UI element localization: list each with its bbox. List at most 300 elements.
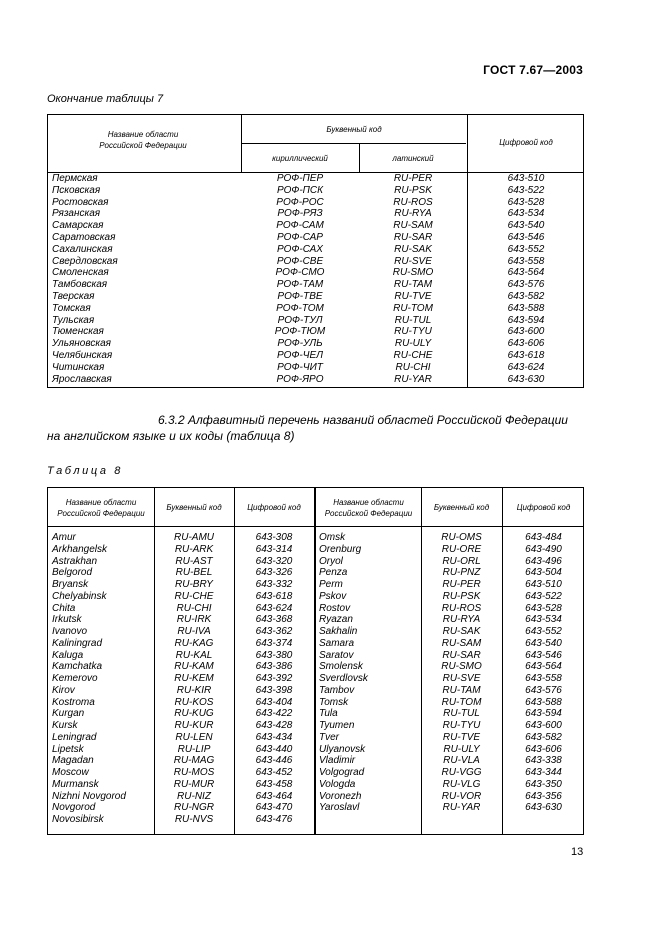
table-row <box>48 374 583 386</box>
letter-code: RU-LEN <box>175 731 213 743</box>
digital-code: 643-540 <box>507 220 545 232</box>
region-name: Leningrad <box>52 731 97 743</box>
region-name: Nizhni Novgorod <box>52 790 126 802</box>
cyrillic-code: РОФ-ЯРО <box>276 373 324 385</box>
region-name: Vologda <box>319 778 356 790</box>
latin-code: RU-PER <box>393 173 433 184</box>
letter-code: RU-SAK <box>442 626 481 637</box>
region-name: Voronezh <box>319 790 362 802</box>
table7-header-cyrillic: кириллический <box>272 154 328 163</box>
table-row <box>315 720 585 732</box>
table7-header-latin: латинский <box>392 154 434 163</box>
region-name: Murmansk <box>52 778 99 790</box>
table-row <box>48 544 314 556</box>
table-row <box>48 303 583 315</box>
table-row <box>315 767 585 779</box>
letter-code: RU-BRY <box>175 579 213 590</box>
digital-code: 643-452 <box>255 767 293 778</box>
digital-code: 643-484 <box>525 532 562 543</box>
table8-left-body <box>48 532 314 826</box>
region-name: Tambov <box>319 684 355 696</box>
cyrillic-code: РОФ-ЧИТ <box>277 361 323 373</box>
letter-code: RU-TOM <box>441 696 482 708</box>
digital-code: 643-368 <box>255 614 293 626</box>
latin-code: RU-CHI <box>395 361 431 373</box>
digital-code: 643-510 <box>525 579 562 590</box>
region-name: Oryol <box>319 555 343 567</box>
table8-right-body <box>315 532 585 814</box>
region-name: Kurgan <box>52 708 85 720</box>
latin-code: RU-SAR <box>393 231 433 243</box>
digital-code: 643-332 <box>255 579 293 590</box>
digital-code: 643-522 <box>525 590 562 602</box>
digital-code: 643-308 <box>255 532 293 543</box>
latin-code: RU-TYU <box>394 326 432 338</box>
letter-code: RU-TYU <box>442 720 481 731</box>
table-row <box>48 708 314 720</box>
letter-code: RU-NVS <box>174 814 214 825</box>
letter-code: RU-KOS <box>174 696 214 708</box>
digital-code: 643-422 <box>255 708 293 720</box>
letter-code: RU-IVA <box>177 626 211 637</box>
table-row <box>48 732 314 744</box>
region-name: Novosibirsk <box>52 814 104 825</box>
table-row <box>48 802 314 814</box>
table-row <box>48 244 583 256</box>
table-row <box>48 591 314 603</box>
cyrillic-code: РОФ-ПСК <box>276 184 324 196</box>
region-name: Omsk <box>319 532 346 543</box>
table-row <box>48 744 314 756</box>
letter-code: RU-YAR <box>442 802 481 814</box>
digital-code: 643-458 <box>255 778 293 790</box>
digital-code: 643-326 <box>255 567 293 579</box>
letter-code: RU-PNZ <box>442 567 481 579</box>
digital-code: 643-624 <box>255 602 293 614</box>
table-row <box>315 556 585 568</box>
table-row <box>48 315 583 327</box>
region-name: Lipetsk <box>52 743 84 755</box>
latin-code: RU-TOM <box>393 302 433 314</box>
region-name: Томская <box>52 302 91 314</box>
table-row <box>315 567 585 579</box>
cyrillic-code: РОФ-СМО <box>275 267 325 279</box>
latin-code: RU-CHE <box>393 349 433 361</box>
latin-code: RU-SAM <box>393 220 433 232</box>
letter-code: RU-NIZ <box>177 790 211 802</box>
region-name: Ульяновская <box>52 338 111 350</box>
letter-code: RU-CHE <box>174 590 214 602</box>
digital-code: 643-320 <box>255 555 293 567</box>
region-name: Irkutsk <box>52 614 82 626</box>
letter-code: RU-AMU <box>174 532 214 543</box>
letter-code: RU-IRK <box>176 614 212 626</box>
region-name: Amur <box>52 532 76 543</box>
table-row <box>48 279 583 291</box>
region-name: Тюменская <box>52 326 104 338</box>
digital-code: 643-594 <box>507 314 545 326</box>
letter-code: RU-TVE <box>442 731 481 743</box>
table-row <box>315 544 585 556</box>
letter-code: RU-PSK <box>442 590 481 602</box>
table-row <box>315 732 585 744</box>
region-name: Sakhalin <box>319 626 358 637</box>
digital-code: 643-582 <box>507 290 545 302</box>
letter-code: RU-KEM <box>174 673 214 684</box>
cyrillic-code: РОФ-ЧЕЛ <box>277 349 323 361</box>
table-row <box>48 291 583 303</box>
latin-code: RU-ROS <box>393 196 433 208</box>
latin-code: RU-PSK <box>394 184 432 196</box>
table-row <box>315 802 585 814</box>
digital-code: 643-606 <box>507 338 545 350</box>
letter-code: RU-ORE <box>441 543 482 555</box>
letter-code: RU-KAL <box>175 649 213 661</box>
table8-header-letter-code-right: Буквенный код <box>433 503 490 512</box>
region-name: Tver <box>319 731 339 743</box>
cyrillic-code: РОФ-РЯЗ <box>277 208 323 220</box>
digital-code: 643-528 <box>507 196 545 208</box>
region-name: Orenburg <box>319 543 362 555</box>
digital-code: 643-540 <box>525 637 562 649</box>
digital-code: 643-534 <box>507 208 545 220</box>
table-row <box>48 208 583 220</box>
letter-code: RU-ARK <box>174 543 214 555</box>
letter-code: RU-OMS <box>441 532 482 543</box>
latin-code: RU-SAK <box>394 243 432 255</box>
region-name: Bryansk <box>52 579 89 590</box>
table-row <box>48 650 314 662</box>
latin-code: RU-ULY <box>394 338 432 350</box>
table-row <box>48 767 314 779</box>
table-row <box>48 814 314 826</box>
digital-code: 643-386 <box>255 661 293 673</box>
letter-code: RU-RYA <box>442 614 481 626</box>
cyrillic-code: РОФ-ТВЕ <box>277 290 323 302</box>
table-row <box>48 267 583 279</box>
table-row <box>48 220 583 232</box>
digital-code: 643-496 <box>525 555 562 567</box>
digital-code: 643-374 <box>255 637 293 649</box>
letter-code: RU-KAM <box>174 661 214 673</box>
region-name: Pskov <box>319 590 347 602</box>
latin-code: RU-SVE <box>394 255 432 267</box>
region-name: Astrakhan <box>52 555 98 567</box>
region-name: Belgorod <box>52 567 93 579</box>
region-name: Perm <box>319 579 343 590</box>
table-row <box>48 350 583 362</box>
letter-code: RU-PER <box>442 579 481 590</box>
digital-code: 643-362 <box>255 626 293 637</box>
digital-code: 643-434 <box>255 731 293 743</box>
table7-header-region: Название области Российской Федерации <box>99 130 187 150</box>
region-name: Arkhangelsk <box>52 543 108 555</box>
digital-code: 643-588 <box>525 696 562 708</box>
digital-code: 643-552 <box>525 626 562 637</box>
table-row <box>315 532 585 544</box>
table-row <box>315 614 585 626</box>
table-row <box>48 779 314 791</box>
region-name: Ростовская <box>52 196 109 208</box>
digital-code: 643-588 <box>507 302 545 314</box>
region-name: Ivanovo <box>52 626 88 637</box>
letter-code: RU-TUL <box>443 708 480 720</box>
digital-code: 643-314 <box>255 543 293 555</box>
letter-code: RU-KUG <box>174 708 214 720</box>
region-name: Saratov <box>319 649 354 661</box>
digital-code: 643-558 <box>525 673 562 684</box>
letter-code: RU-KIR <box>176 684 212 696</box>
region-name: Chita <box>52 602 76 614</box>
letter-code: RU-NGR <box>174 802 214 814</box>
letter-code: RU-ROS <box>441 602 482 614</box>
table-row <box>315 591 585 603</box>
region-name: Chelyabinsk <box>52 590 107 602</box>
digital-code: 643-576 <box>525 684 562 696</box>
table-row <box>315 685 585 697</box>
region-name: Сахалинская <box>52 243 113 255</box>
latin-code: RU-TVE <box>394 290 432 302</box>
letter-code: RU-MAG <box>173 755 215 767</box>
table7-divider <box>241 143 466 144</box>
digital-code: 643-552 <box>507 243 545 255</box>
cyrillic-code: РОФ-УЛЬ <box>277 338 323 350</box>
latin-code: RU-SMO <box>392 267 434 279</box>
table-row <box>48 638 314 650</box>
digital-code: 643-576 <box>507 279 545 291</box>
table-row <box>48 720 314 732</box>
letter-code: RU-VGG <box>441 767 482 778</box>
digital-code: 643-594 <box>525 708 562 720</box>
digital-code: 643-564 <box>507 267 545 279</box>
table7-body <box>48 173 583 385</box>
cyrillic-code: РОФ-СВЕ <box>276 255 324 267</box>
region-name: Челябинская <box>52 349 113 361</box>
digital-code: 643-582 <box>525 731 562 743</box>
region-name: Rostov <box>319 602 351 614</box>
digital-code: 643-630 <box>525 802 562 814</box>
table8-header-region-left: Название области Российской Федерации <box>57 498 145 518</box>
region-name: Smolensk <box>319 661 363 673</box>
region-name: Пермская <box>52 173 98 184</box>
table-row <box>48 567 314 579</box>
region-name: Тульская <box>52 314 95 326</box>
digital-code: 643-440 <box>255 743 293 755</box>
region-name: Псковская <box>52 184 101 196</box>
table-row <box>48 532 314 544</box>
region-name: Самарская <box>52 220 104 232</box>
table-row <box>48 685 314 697</box>
region-name: Тамбовская <box>52 279 108 291</box>
region-name: Yaroslavl <box>319 802 360 814</box>
digital-code: 643-546 <box>525 649 562 661</box>
letter-code: RU-AST <box>175 555 213 567</box>
digital-code: 643-428 <box>255 720 293 731</box>
table-row <box>48 185 583 197</box>
table-row <box>48 661 314 673</box>
table-row <box>48 603 314 615</box>
region-name: Читинская <box>52 361 105 373</box>
cyrillic-code: РОФ-ПЕР <box>276 173 324 184</box>
digital-code: 643-522 <box>507 184 545 196</box>
region-name: Смоленская <box>52 267 109 279</box>
region-name: Kemerovo <box>52 673 98 684</box>
region-name: Kursk <box>52 720 78 731</box>
region-name: Novgorod <box>52 802 96 814</box>
table-row <box>48 173 583 185</box>
table-row <box>48 579 314 591</box>
digital-code: 643-464 <box>255 790 293 802</box>
table8-caption: Таблица 8 <box>47 465 123 477</box>
table-row <box>315 697 585 709</box>
digital-code: 643-380 <box>255 649 293 661</box>
region-name: Ryazan <box>319 614 353 626</box>
digital-code: 643-558 <box>507 255 545 267</box>
latin-code: RU-RYA <box>394 208 432 220</box>
table7-caption: Окончание таблицы 7 <box>47 93 164 105</box>
table-row <box>315 638 585 650</box>
table-row <box>48 556 314 568</box>
digital-code: 643-490 <box>525 543 562 555</box>
digital-code: 643-564 <box>525 661 562 673</box>
letter-code: RU-MUR <box>173 778 215 790</box>
region-name: Samara <box>319 637 355 649</box>
digital-code: 643-404 <box>255 696 293 708</box>
table-row <box>48 197 583 209</box>
region-name: Kaluga <box>52 649 84 661</box>
digital-code: 643-606 <box>525 743 562 755</box>
digital-code: 643-476 <box>255 814 293 825</box>
table7 <box>47 114 584 388</box>
cyrillic-code: РОФ-ТОМ <box>276 302 324 314</box>
region-name: Свердловская <box>52 255 118 267</box>
table-row <box>315 744 585 756</box>
cyrillic-code: РОФ-САР <box>277 231 323 243</box>
letter-code: RU-ULY <box>443 743 480 755</box>
region-name: Tomsk <box>319 696 349 708</box>
table-row <box>315 579 585 591</box>
table-row <box>48 614 314 626</box>
digital-code: 643-624 <box>507 361 545 373</box>
region-name: Penza <box>319 567 348 579</box>
digital-code: 643-344 <box>525 767 562 778</box>
table-row <box>48 256 583 268</box>
letter-code: RU-KUR <box>174 720 214 731</box>
cyrillic-code: РОФ-ТУЛ <box>277 314 323 326</box>
region-name: Kaliningrad <box>52 637 103 649</box>
letter-code: RU-TAM <box>442 684 481 696</box>
cyrillic-code: РОФ-САМ <box>276 220 324 232</box>
letter-code: RU-CHI <box>176 602 212 614</box>
region-name: Magadan <box>52 755 94 767</box>
section-paragraph: 6.3.2 Алфавитный перечень названий областей Российской Федерации на английском языке и их коды (таблица 8) <box>47 413 568 443</box>
region-name: Тверская <box>52 290 95 302</box>
table-row <box>48 673 314 685</box>
digital-code: 643-356 <box>525 790 562 802</box>
digital-code: 643-618 <box>507 349 545 361</box>
letter-code: RU-ORL <box>442 555 481 567</box>
region-name: Tula <box>319 708 338 720</box>
region-name: Kirov <box>52 684 75 696</box>
table7-header-letter-code: Буквенный код <box>326 125 382 134</box>
region-name: Саратовская <box>52 231 116 243</box>
table8 <box>47 487 584 835</box>
digital-code: 643-534 <box>525 614 562 626</box>
letter-code: RU-BEL <box>175 567 213 579</box>
digital-code: 643-618 <box>255 590 293 602</box>
table-row <box>315 650 585 662</box>
latin-code: RU-YAR <box>394 373 432 385</box>
digital-code: 643-350 <box>525 778 562 790</box>
table-row <box>48 326 583 338</box>
region-name: Ulyanovsk <box>319 743 366 755</box>
digital-code: 643-338 <box>525 755 562 767</box>
letter-code: RU-SMO <box>441 661 482 673</box>
cyrillic-code: РОФ-РОС <box>276 196 324 208</box>
table-row <box>48 232 583 244</box>
region-name: Рязанская <box>52 208 101 220</box>
table-row <box>315 779 585 791</box>
region-name: Volgograd <box>319 767 365 778</box>
table-row <box>315 791 585 803</box>
table-row <box>315 603 585 615</box>
table-row <box>315 626 585 638</box>
digital-code: 643-600 <box>525 720 562 731</box>
region-name: Kamchatka <box>52 661 103 673</box>
table-row <box>315 708 585 720</box>
table-row <box>315 661 585 673</box>
letter-code: RU-LIP <box>177 743 211 755</box>
digital-code: 643-470 <box>255 802 293 814</box>
digital-code: 643-510 <box>507 173 545 184</box>
latin-code: RU-TUL <box>394 314 432 326</box>
digital-code: 643-446 <box>255 755 293 767</box>
region-name: Sverdlovsk <box>319 673 368 684</box>
document-code: ГОСТ 7.67—2003 <box>483 63 583 77</box>
table8-header-letter-code-left: Буквенный код <box>166 503 222 512</box>
region-name: Ярославская <box>52 373 112 385</box>
digital-code: 643-504 <box>525 567 562 579</box>
table-row <box>48 755 314 767</box>
region-name: Moscow <box>52 767 89 778</box>
page-number: 13 <box>571 846 584 858</box>
region-name: Kostroma <box>52 696 95 708</box>
letter-code: RU-VOR <box>441 790 482 802</box>
table-row <box>48 626 314 638</box>
region-name: Vladimir <box>319 755 356 767</box>
digital-code: 643-392 <box>255 673 293 684</box>
table-row <box>315 755 585 767</box>
letter-code: RU-SAR <box>442 649 481 661</box>
cyrillic-code: РОФ-ТАМ <box>276 279 324 291</box>
digital-code: 643-600 <box>507 326 545 338</box>
letter-code: RU-SAM <box>441 637 482 649</box>
table-row <box>48 697 314 709</box>
table7-header-digital: Цифровой код <box>499 138 553 147</box>
letter-code: RU-KAG <box>174 637 214 649</box>
cyrillic-code: РОФ-САХ <box>277 243 323 255</box>
table-row <box>48 791 314 803</box>
table-row <box>315 673 585 685</box>
table8-header-digital-left: Цифровой код <box>247 503 301 512</box>
digital-code: 643-528 <box>525 602 562 614</box>
table-row <box>48 362 583 374</box>
letter-code: RU-MOS <box>173 767 215 778</box>
table-row <box>48 338 583 350</box>
letter-code: RU-VLG <box>442 778 481 790</box>
cyrillic-code: РОФ-ТЮМ <box>274 326 326 338</box>
region-name: Tyumen <box>319 720 355 731</box>
